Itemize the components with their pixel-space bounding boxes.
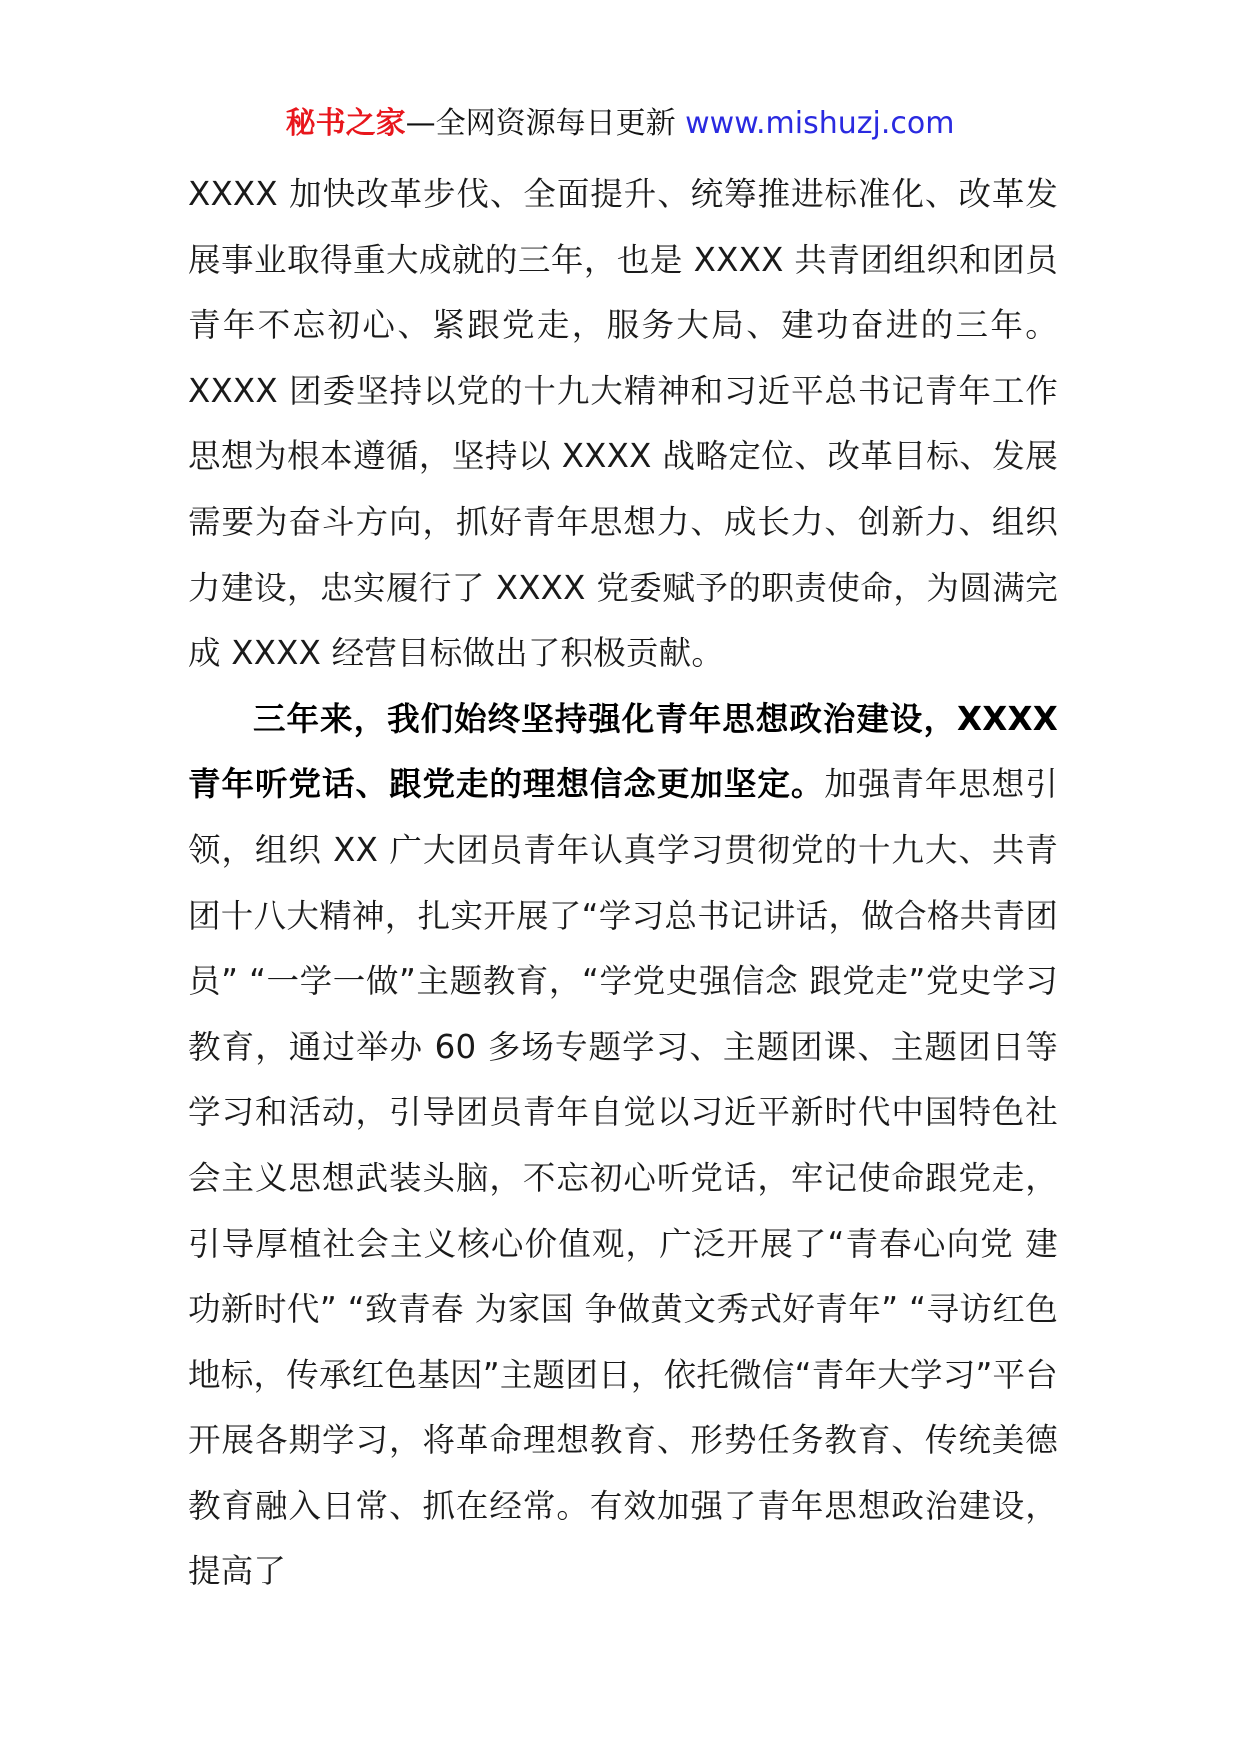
site-url-link[interactable]: www.mishuzj.com: [685, 106, 955, 141]
paragraph-ideology: [188, 687, 1058, 1605]
paragraph-ideology-heading: 三年来，我们始终坚持强化青年思想政治建设，XXXX 青年听党话、跟党走的理想信念更加坚定。: [188, 699, 1058, 804]
page-header: [0, 104, 1240, 144]
paragraph-ideology-text: 加强青年思想引领，组织 XX 广大团员青年认真学习贯彻党的十九大、共青团十八大精神，扎实开展了“学习总书记讲话，做合格共青团员” “一学一做”主题教育，“学党史强信念 跟党走”党史学习教育，通过举办 60 多场专题学习、主题团课、主题团日等学习和活动，引导团员青年自觉以习近平新时代中国特色社会主义思想武装头脑，不忘初心听党话，牢记使命跟党走，引导厚植社会主义核心价值观，广泛开展了“青春心向党 建功新时代” “致青春 为家国 争做黄文秀式好青年” “寻访红色地标，传承红色基因”主题团日，依托微信“青年大学习”平台开展各期学习，将革命理想教育、形势任务教育、传统美德教育融入日常、抓在经常。有效加强了青年思想政治建设，提高了: [188, 765, 1058, 1591]
document-body: [188, 162, 1058, 1605]
paragraph-intro-text: XXXX 加快改革步伐、全面提升、统筹推进标准化、改革发展事业取得重大成就的三年，也是 XXXX 共青团组织和团员青年不忘初心、紧跟党走，服务大局、建功奋进的三年。XXXX 团委坚持以党的十九大精神和习近平总书记青年工作思想为根本遵循，坚持以 XXXX 战略定位、改革目标、发展需要为奋斗方向，抓好青年思想力、成长力、创新力、组织力建设，忠实履行了 XXXX 党委赋予的职责使命，为圆满完成 XXXX 经营目标做出了积极贡献。: [188, 175, 1058, 673]
site-slogan: —全网资源每日更新: [405, 106, 686, 141]
site-brand: 秘书之家: [285, 106, 406, 141]
paragraph-intro: [188, 162, 1058, 687]
